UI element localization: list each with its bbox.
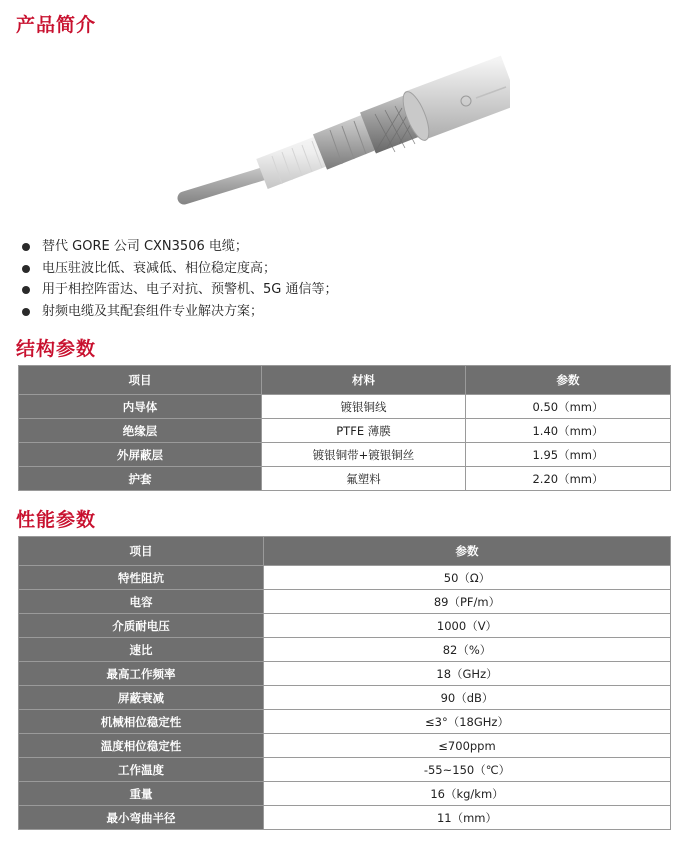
table-row — [19, 443, 671, 467]
column-header: 项目 — [19, 537, 264, 566]
column-header: 参数 — [264, 537, 671, 566]
feature-text: 射频电缆及其配套组件专业解决方案； — [42, 303, 264, 319]
cable-image — [170, 40, 510, 230]
table-row — [19, 638, 671, 662]
row-label: 机械相位稳定性 — [19, 710, 264, 734]
param-cell: 1.40（mm） — [466, 419, 671, 443]
feature-text: 替代 GORE 公司 CXN3506 电缆； — [42, 239, 248, 254]
table-row — [19, 782, 671, 806]
row-label: 电容 — [19, 590, 264, 614]
performance-table — [18, 536, 671, 830]
param-cell: -55~150（℃） — [264, 758, 671, 782]
table-header-row — [19, 366, 671, 395]
feature-text: 用于相控阵雷达、电子对抗、预警机、5G 通信等； — [42, 282, 338, 297]
row-label: 护套 — [19, 467, 262, 491]
material-cell: PTFE 薄膜 — [262, 419, 466, 443]
param-cell: ≤3°（18GHz） — [264, 710, 671, 734]
param-cell: 1.95（mm） — [466, 443, 671, 467]
param-cell: 50（Ω） — [264, 566, 671, 590]
table-row — [19, 686, 671, 710]
param-cell: 90（dB） — [264, 686, 671, 710]
feature-item — [18, 236, 337, 258]
bullet-icon — [22, 265, 30, 273]
row-label: 最小弯曲半径 — [19, 806, 264, 830]
row-label: 介质耐电压 — [19, 614, 264, 638]
table-row — [19, 734, 671, 758]
feature-item — [18, 258, 337, 280]
bullet-icon — [22, 286, 30, 294]
structure-params-heading: 结构参数 — [16, 338, 97, 360]
param-cell: ≤700ppm — [264, 734, 671, 758]
row-label: 屏蔽衰减 — [19, 686, 264, 710]
feature-text: 电压驻波比低、衰减低、相位稳定度高； — [42, 260, 277, 276]
row-label: 特性阻抗 — [19, 566, 264, 590]
param-cell: 82（%） — [264, 638, 671, 662]
material-cell: 氟塑料 — [262, 467, 466, 491]
table-row — [19, 590, 671, 614]
row-label: 温度相位稳定性 — [19, 734, 264, 758]
bullet-icon — [22, 243, 30, 251]
param-cell: 16（kg/km） — [264, 782, 671, 806]
table-row — [19, 566, 671, 590]
row-label: 最高工作频率 — [19, 662, 264, 686]
feature-item — [18, 279, 337, 301]
table-row — [19, 710, 671, 734]
material-cell: 镀银铜线 — [262, 395, 466, 419]
table-row — [19, 419, 671, 443]
row-label: 速比 — [19, 638, 264, 662]
table-row — [19, 395, 671, 419]
row-label: 外屏蔽层 — [19, 443, 262, 467]
table-row — [19, 467, 671, 491]
param-cell: 18（GHz） — [264, 662, 671, 686]
column-header: 项目 — [19, 366, 262, 395]
param-cell: 11（mm） — [264, 806, 671, 830]
row-label: 绝缘层 — [19, 419, 262, 443]
param-cell: 1000（V） — [264, 614, 671, 638]
column-header: 参数 — [466, 366, 671, 395]
structure-table — [18, 365, 671, 491]
coax-cable-illustration — [170, 40, 510, 230]
table-row — [19, 758, 671, 782]
material-cell: 镀银铜带+镀银铜丝 — [262, 443, 466, 467]
feature-list — [18, 236, 337, 322]
param-cell: 0.50（mm） — [466, 395, 671, 419]
table-row — [19, 614, 671, 638]
row-label: 工作温度 — [19, 758, 264, 782]
row-label: 重量 — [19, 782, 264, 806]
product-intro-heading: 产品简介 — [16, 14, 97, 36]
table-row — [19, 662, 671, 686]
performance-params-heading: 性能参数 — [16, 509, 97, 531]
table-header-row — [19, 537, 671, 566]
table-row — [19, 806, 671, 830]
row-label: 内导体 — [19, 395, 262, 419]
bullet-icon — [22, 308, 30, 316]
feature-item — [18, 301, 337, 323]
param-cell: 89（PF/m） — [264, 590, 671, 614]
param-cell: 2.20（mm） — [466, 467, 671, 491]
column-header: 材料 — [262, 366, 466, 395]
